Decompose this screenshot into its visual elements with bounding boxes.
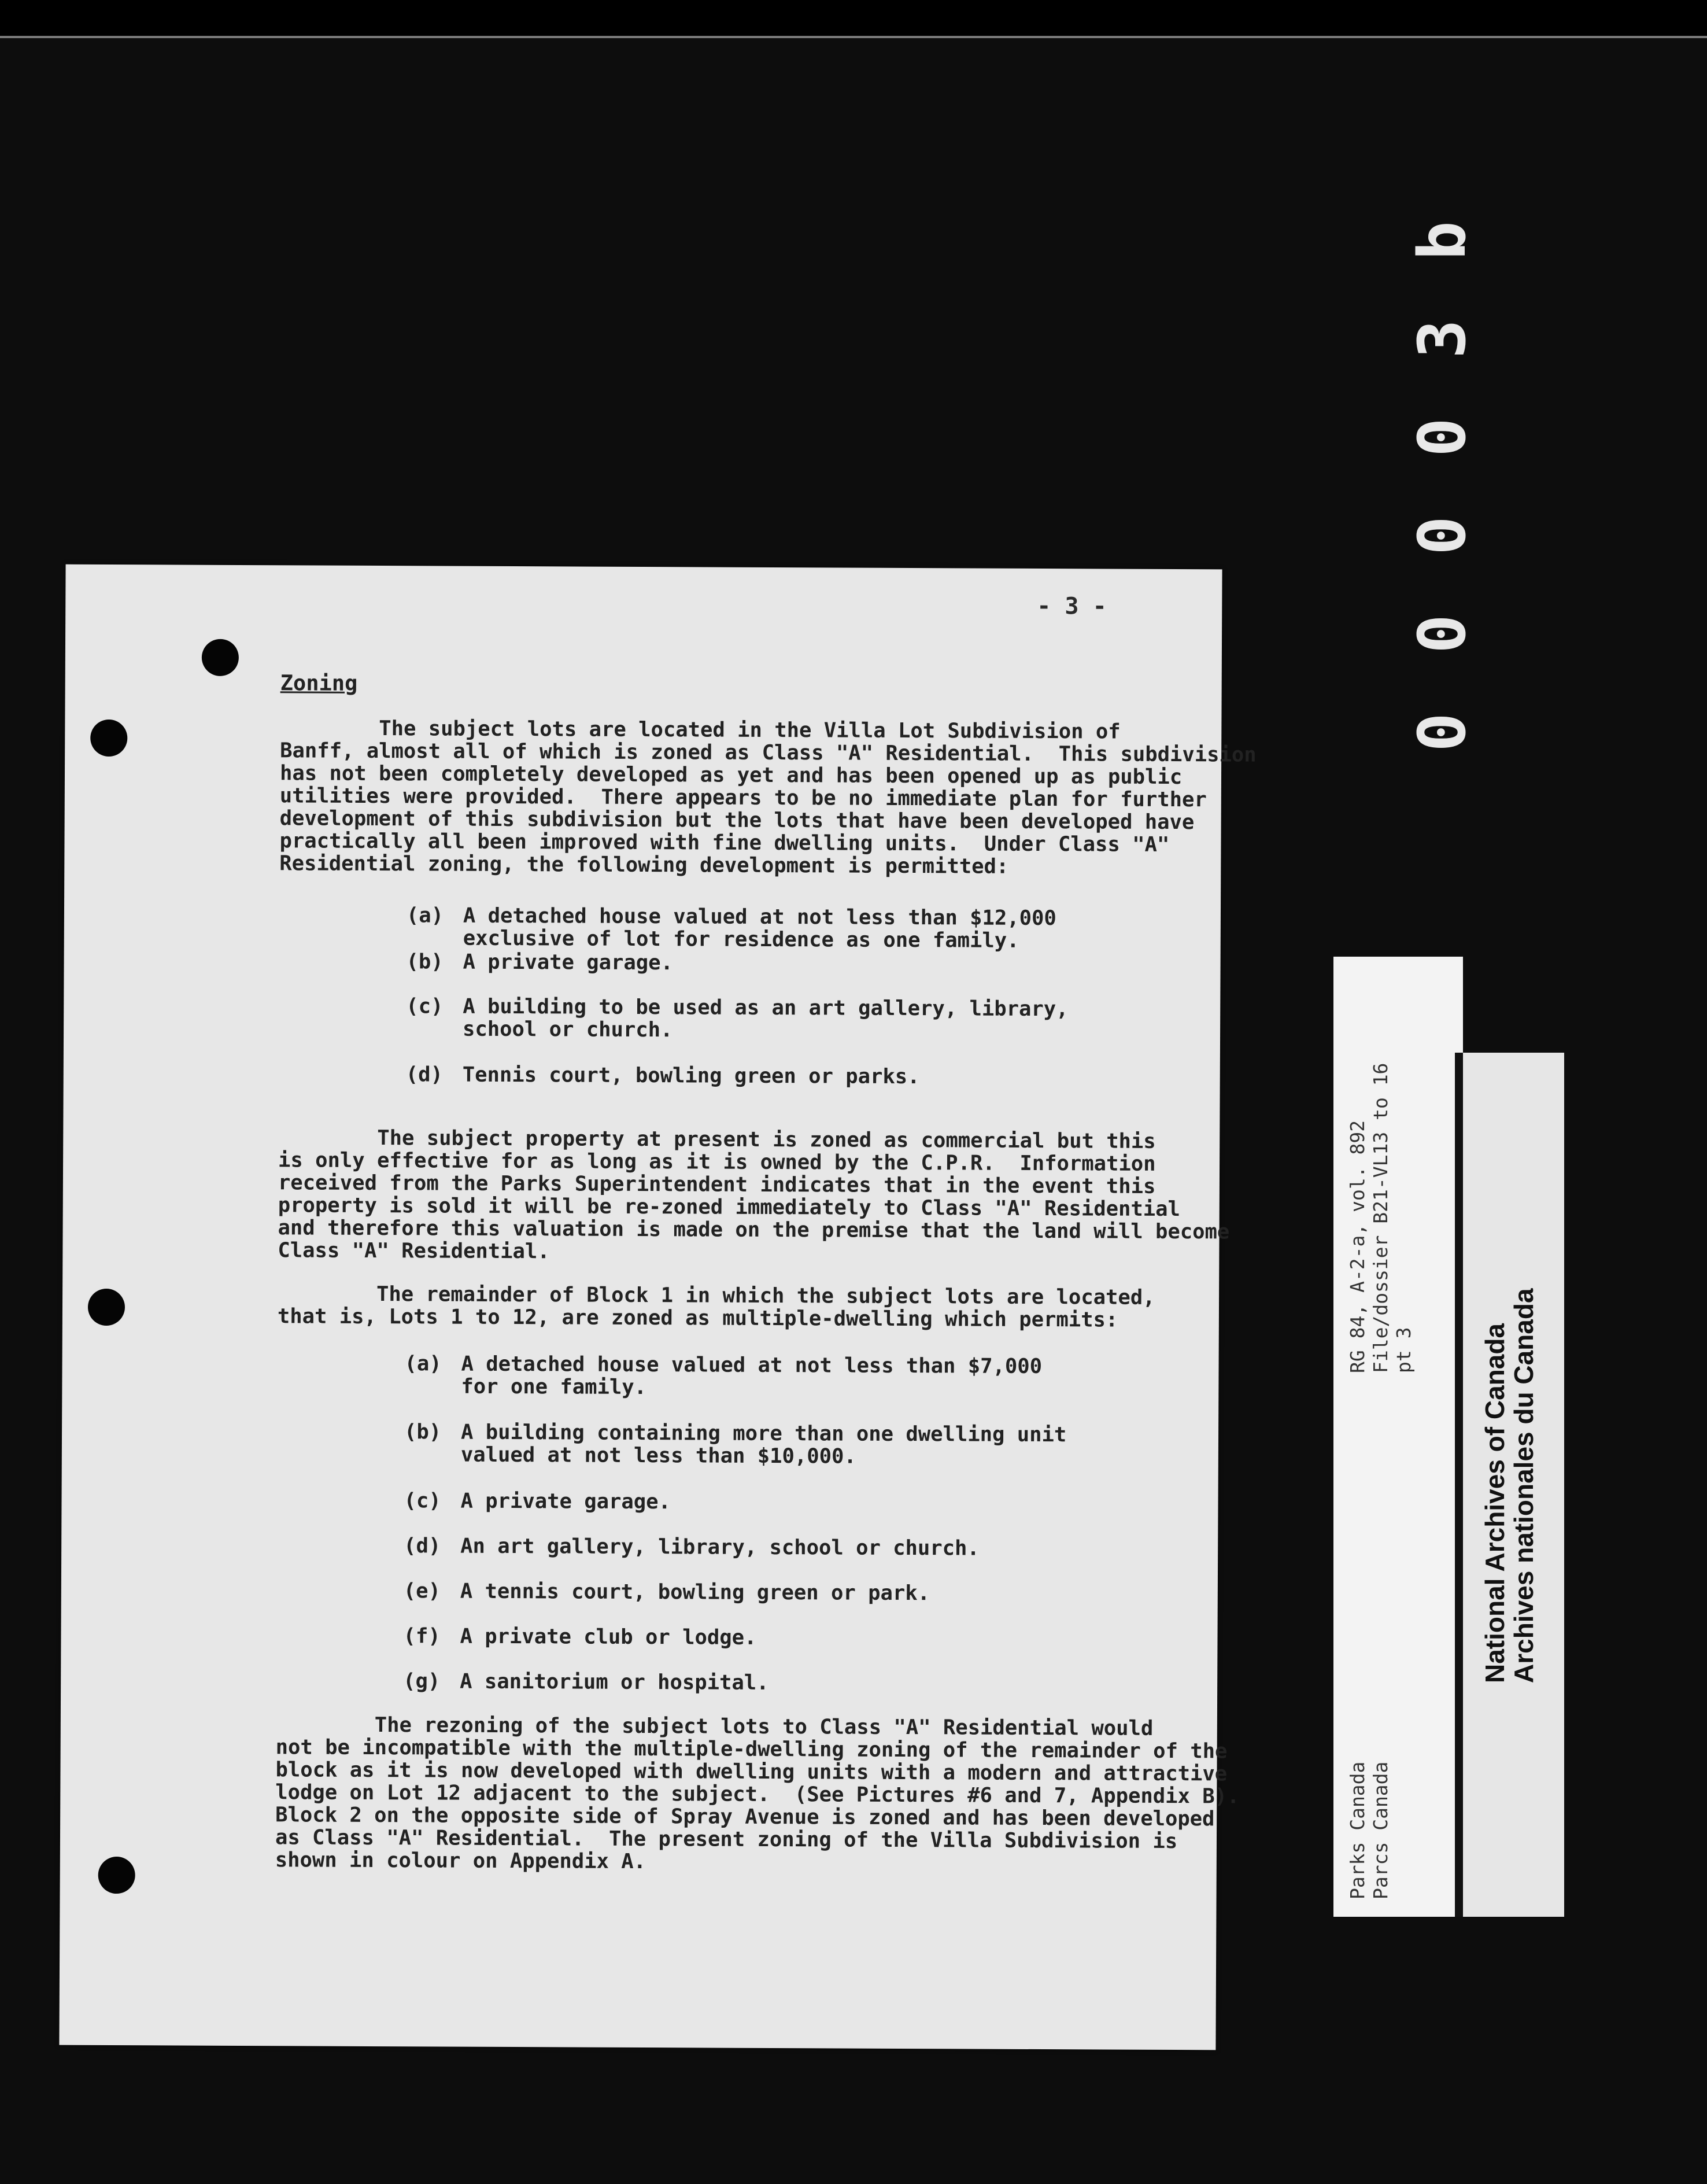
punch-hole (90, 720, 127, 757)
item-text: A detached house valued at not less than $12,000 exclusive of lot for residence as one family. (463, 903, 1056, 953)
label-divider (1455, 1053, 1463, 1917)
frame-counter-digit: 0 (1405, 418, 1480, 457)
item-label: (d) (405, 1063, 443, 1087)
item-text: A sanitorium or hospital. (460, 1669, 769, 1695)
page-number: - 3 - (1037, 592, 1107, 620)
archive-agency: Parks Canada Parcs Canada (1346, 1761, 1392, 1899)
film-frame-edge (0, 0, 1707, 38)
punch-hole (98, 1857, 135, 1894)
item-text: A building to be used as an art gallery, library, school or church. (463, 994, 1069, 1042)
item-label: (e) (403, 1579, 441, 1603)
section-heading: Zoning (280, 670, 358, 696)
item-text: A detached house valued at not less than $7,000 for one family. (461, 1352, 1043, 1400)
item-label: (g) (403, 1669, 441, 1694)
item-label: (d) (404, 1534, 441, 1558)
punch-hole (88, 1289, 125, 1326)
item-label: (c) (404, 1489, 441, 1513)
archive-reference: RG 84, A-2-a, vol. 892 File/dossier B21-VL13 to 16 pt 3 (1346, 1063, 1415, 1373)
item-label: (c) (406, 994, 444, 1019)
archives-logo-label (1463, 1053, 1564, 1917)
item-text: An art gallery, library, school or church. (460, 1534, 980, 1560)
item-label: (a) (406, 903, 444, 928)
paragraph-commercial: The subject property at present is zoned as commercial but this is only effective for as long as it is owned by the C.P.R. Information received from the Parks Superintendent indicates that in the event this property is sold it will be re-zoned immediately to Class "A" Residential and therefore this valuation is made on the premise that the land will become Class "A" Residential. (278, 1126, 1230, 1264)
item-label: (b) (404, 1420, 442, 1444)
archives-name: National Archives of Canada Archives nationales du Canada (1480, 1288, 1539, 1683)
archive-reference-label (1333, 957, 1463, 1917)
frame-counter-digit: b (1405, 221, 1480, 260)
item-label: (b) (406, 950, 444, 974)
item-text: A tennis court, bowling green or park. (460, 1579, 930, 1606)
item-text: A private club or lodge. (460, 1624, 757, 1650)
frame-counter-digit: 0 (1405, 516, 1480, 555)
item-text: A building containing more than one dwelling unit valued at not less than $10,000. (460, 1420, 1067, 1469)
punch-hole (202, 639, 239, 676)
paragraph-block1: The remainder of Block 1 in which the subject lots are located, that is, Lots 1 to 12, are zoned as multiple-dwelling which permits: (277, 1282, 1155, 1332)
item-label: (a) (404, 1352, 442, 1376)
item-text: Tennis court, bowling green or parks. (462, 1063, 920, 1089)
frame-counter-digit: 0 (1405, 614, 1480, 654)
item-label: (f) (403, 1624, 441, 1648)
frame-counter (1405, 208, 1480, 810)
paragraph-intro: The subject lots are located in the Villa Lot Subdivision of Banff, almost all of which is zoned as Class "A" Residential. This subdivision has not been completely developed as yet and has been opened up as public utilities were provided. There appears to be no immediate plan for further development of this subdivision but the lots that have been developed have practically all been improved with fine dwelling units. Under Class "A" Residential zoning, the following development is permitted: (279, 716, 1257, 879)
frame-counter-digit: 0 (1405, 713, 1480, 752)
paragraph-rezoning: The rezoning of the subject lots to Class "A" Residential would not be incompatible with the multiple-dwelling zoning of the remainder of the block as it is now developed with dwelling units with a modern and attractive lodge on Lot 12 adjacent to the subject. (See Pictures #6 and 7, Appendix B). Block 2 on the opposite side of Spray Avenue is zoned and has been developed as Class "A" Residential. The present zoning of the Villa Subdivision is shown in colour on Appendix A. (275, 1713, 1240, 1874)
document-page (59, 565, 1257, 2050)
item-text: A private garage. (460, 1489, 671, 1514)
item-text: A private garage. (463, 950, 674, 975)
frame-counter-digit: 3 (1405, 319, 1480, 359)
